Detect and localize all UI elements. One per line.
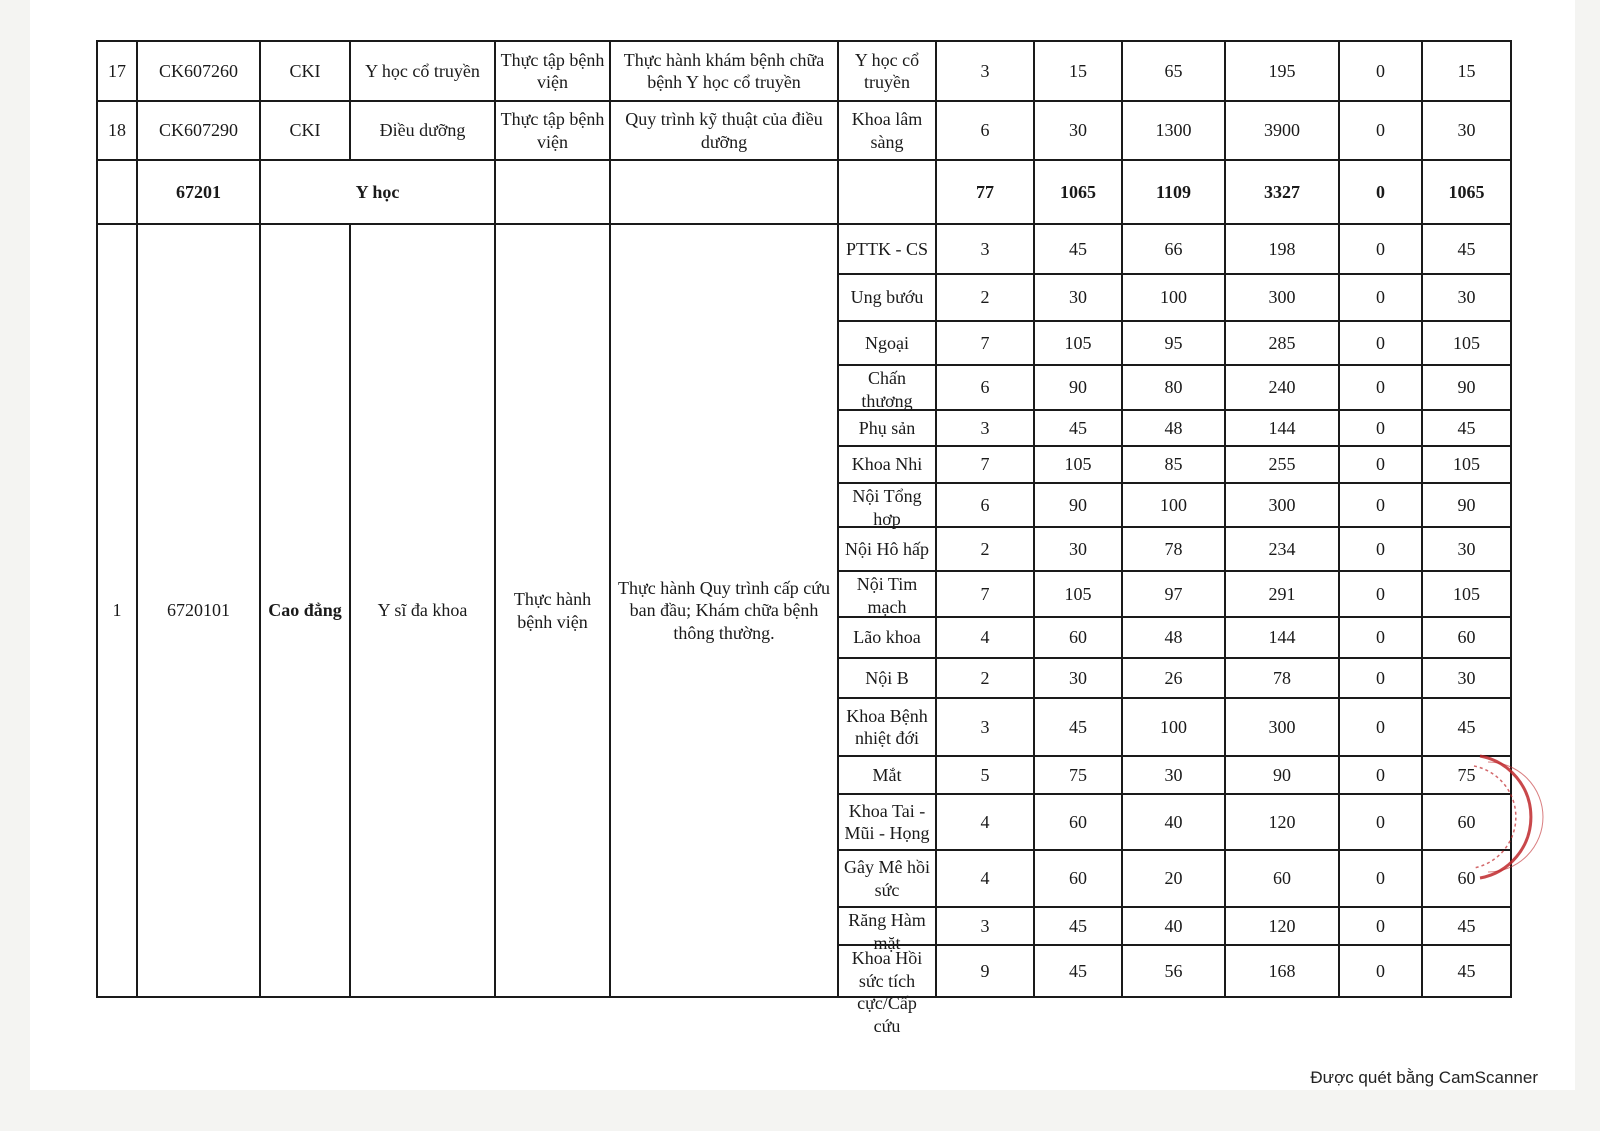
stt-cell: 18 (97, 101, 137, 160)
major-cell: Y học cổ truyền (350, 41, 495, 101)
value-cell: 100 (1122, 274, 1225, 321)
department-cell (838, 365, 936, 410)
value-cell: 1300 (1122, 101, 1225, 160)
value-cell: 7 (936, 446, 1034, 483)
value-cell: 90 (1034, 483, 1122, 527)
value-cell: 0 (1339, 224, 1422, 274)
value-cell: 15 (1422, 41, 1511, 101)
department-cell (838, 483, 936, 527)
scanner-footer: Được quét bằng CamScanner (1310, 1068, 1538, 1087)
value-cell: 85 (1122, 446, 1225, 483)
value-cell: 120 (1225, 794, 1339, 850)
value-cell: 0 (1339, 483, 1422, 527)
value-cell: 0 (1339, 907, 1422, 945)
value-cell: 0 (1339, 446, 1422, 483)
value-cell: 300 (1225, 274, 1339, 321)
value-cell: 0 (1339, 41, 1422, 101)
department-cell: Y học cổ truyền (838, 41, 936, 101)
value-cell: 45 (1034, 698, 1122, 756)
value-cell: 45 (1422, 945, 1511, 997)
block-level-cell: Cao đẳng (260, 224, 350, 997)
code-cell: CK607260 (137, 41, 260, 101)
department-label: Nội Tổng hợp (852, 486, 922, 529)
value-cell: 3 (936, 907, 1034, 945)
training-table (96, 40, 1512, 1036)
value-cell: 6 (936, 483, 1034, 527)
value-cell: 30 (1422, 658, 1511, 698)
value-cell: 60 (1034, 794, 1122, 850)
group-total-row (97, 160, 1511, 224)
total-cell: 1065 (1034, 160, 1122, 224)
value-cell: 198 (1225, 224, 1339, 274)
value-cell: 195 (1225, 41, 1339, 101)
value-cell: 168 (1225, 945, 1339, 997)
value-cell: 3 (936, 410, 1034, 446)
value-cell: 30 (1034, 274, 1122, 321)
department-label: Ngoại (865, 332, 909, 353)
value-cell: 30 (1422, 274, 1511, 321)
department-label: Ung bướu (850, 287, 924, 308)
value-cell: 90 (1422, 365, 1511, 410)
value-cell: 45 (1422, 224, 1511, 274)
block-form-cell: Thực hành bệnh viện (495, 224, 610, 997)
value-cell: 60 (1422, 617, 1511, 658)
department-cell (838, 945, 936, 1036)
value-cell: 40 (1122, 794, 1225, 850)
value-cell: 30 (1034, 101, 1122, 160)
total-cell: 1065 (1422, 160, 1511, 224)
department-cell (838, 571, 936, 617)
value-cell: 255 (1225, 446, 1339, 483)
value-cell: 30 (1034, 527, 1122, 571)
value-cell: 45 (1422, 698, 1511, 756)
value-cell: 0 (1339, 658, 1422, 698)
value-cell: 105 (1422, 321, 1511, 365)
value-cell: 45 (1034, 224, 1122, 274)
value-cell: 45 (1034, 945, 1122, 997)
total-cell: 3327 (1225, 160, 1339, 224)
department-cell (838, 617, 936, 658)
department-cell (838, 907, 936, 953)
value-cell: 45 (1422, 907, 1511, 945)
value-cell: 45 (1034, 410, 1122, 446)
value-cell: 45 (1422, 410, 1511, 446)
department-label: Mắt (872, 764, 902, 785)
group-code-cell: 67201 (137, 160, 260, 224)
block-body (97, 224, 1511, 1036)
value-cell: 90 (1034, 365, 1122, 410)
scanned-page (30, 0, 1575, 1090)
value-cell: 105 (1034, 321, 1122, 365)
value-cell: 30 (1034, 658, 1122, 698)
total-cell: 0 (1339, 160, 1422, 224)
department-cell (838, 698, 936, 756)
value-cell: 0 (1339, 756, 1422, 794)
value-cell: 0 (1339, 274, 1422, 321)
value-cell: 30 (1122, 756, 1225, 794)
department-label: Răng Hàm mặt (848, 910, 926, 953)
value-cell: 30 (1422, 101, 1511, 160)
value-cell: 300 (1225, 483, 1339, 527)
table-row (97, 41, 1511, 101)
value-cell: 0 (1339, 410, 1422, 446)
content-cell: Thực hành khám bệnh chữa bệnh Y học cổ truyền (610, 41, 838, 101)
value-cell: 15 (1034, 41, 1122, 101)
value-cell: 78 (1122, 527, 1225, 571)
value-cell: 0 (1339, 321, 1422, 365)
value-cell: 0 (1339, 945, 1422, 997)
value-cell: 65 (1122, 41, 1225, 101)
value-cell: 97 (1122, 571, 1225, 617)
value-cell: 234 (1225, 527, 1339, 571)
form-cell: Thực tập bệnh viện (495, 41, 610, 101)
value-cell: 100 (1122, 483, 1225, 527)
table-row (97, 224, 1511, 274)
value-cell: 300 (1225, 698, 1339, 756)
value-cell: 6 (936, 365, 1034, 410)
value-cell: 2 (936, 658, 1034, 698)
department-cell (838, 794, 936, 850)
value-cell: 90 (1422, 483, 1511, 527)
value-cell: 78 (1225, 658, 1339, 698)
department-label: Khoa Tai - Mũi - Họng (844, 800, 930, 843)
department-label: Nội Tim mạch (856, 574, 918, 617)
value-cell: 45 (1034, 907, 1122, 945)
form-cell (495, 160, 610, 224)
level-cell: CKI (260, 41, 350, 101)
value-cell: 80 (1122, 365, 1225, 410)
value-cell: 4 (936, 794, 1034, 850)
content-cell: Quy trình kỹ thuật của điều dưỡng (610, 101, 838, 160)
value-cell: 0 (1339, 527, 1422, 571)
value-cell: 291 (1225, 571, 1339, 617)
value-cell: 120 (1225, 907, 1339, 945)
department-label: Phụ sản (858, 417, 916, 438)
block-code-cell: 6720101 (137, 224, 260, 997)
value-cell: 4 (936, 850, 1034, 907)
value-cell: 144 (1225, 617, 1339, 658)
value-cell: 26 (1122, 658, 1225, 698)
stt-cell: 17 (97, 41, 137, 101)
value-cell: 60 (1034, 850, 1122, 907)
department-cell (838, 410, 936, 446)
value-cell: 3900 (1225, 101, 1339, 160)
content-cell (610, 160, 838, 224)
value-cell: 90 (1225, 756, 1339, 794)
value-cell: 66 (1122, 224, 1225, 274)
department-label: Lão khoa (853, 627, 921, 648)
department-cell (838, 446, 936, 483)
value-cell: 60 (1422, 850, 1511, 907)
value-cell: 2 (936, 274, 1034, 321)
value-cell: 75 (1422, 756, 1511, 794)
value-cell: 60 (1225, 850, 1339, 907)
value-cell: 30 (1422, 527, 1511, 571)
value-cell: 9 (936, 945, 1034, 997)
department-cell (838, 527, 936, 571)
value-cell: 5 (936, 756, 1034, 794)
level-cell: CKI (260, 101, 350, 160)
value-cell: 100 (1122, 698, 1225, 756)
department-cell: Khoa lâm sàng (838, 101, 936, 160)
value-cell: 0 (1339, 365, 1422, 410)
value-cell: 95 (1122, 321, 1225, 365)
value-cell: 0 (1339, 101, 1422, 160)
department-cell (838, 274, 936, 321)
major-cell: Điều dưỡng (350, 101, 495, 160)
value-cell: 56 (1122, 945, 1225, 997)
value-cell: 105 (1422, 571, 1511, 617)
value-cell: 7 (936, 571, 1034, 617)
value-cell: 2 (936, 527, 1034, 571)
department-label: Khoa Nhi (851, 454, 923, 475)
total-cell: 77 (936, 160, 1034, 224)
value-cell: 105 (1422, 446, 1511, 483)
department-label: Nội Hô hấp (845, 538, 929, 559)
value-cell: 6 (936, 101, 1034, 160)
value-cell: 4 (936, 617, 1034, 658)
group-name-cell: Y học (260, 160, 495, 224)
value-cell: 3 (936, 224, 1034, 274)
value-cell: 0 (1339, 794, 1422, 850)
department-label: Nội B (865, 667, 909, 688)
code-cell: CK607290 (137, 101, 260, 160)
department-cell (838, 850, 936, 907)
department-label: Chấn thương (861, 368, 913, 411)
block-major-cell: Y sĩ đa khoa (350, 224, 495, 997)
department-label: Khoa Hồi sức tích cực/Cấp cứu (851, 948, 923, 1036)
department-cell (838, 756, 936, 794)
value-cell: 3 (936, 41, 1034, 101)
value-cell: 0 (1339, 571, 1422, 617)
department-cell (838, 160, 936, 224)
value-cell: 0 (1339, 617, 1422, 658)
block-stt-cell: 1 (97, 224, 137, 997)
value-cell: 60 (1034, 617, 1122, 658)
value-cell: 3 (936, 698, 1034, 756)
value-cell: 20 (1122, 850, 1225, 907)
value-cell: 60 (1422, 794, 1511, 850)
value-cell: 48 (1122, 410, 1225, 446)
value-cell: 105 (1034, 571, 1122, 617)
department-cell (838, 321, 936, 365)
value-cell: 40 (1122, 907, 1225, 945)
department-cell (838, 224, 936, 274)
value-cell: 105 (1034, 446, 1122, 483)
value-cell: 144 (1225, 410, 1339, 446)
value-cell: 285 (1225, 321, 1339, 365)
value-cell: 0 (1339, 850, 1422, 907)
department-label: Gây Mê hồi sức (844, 857, 930, 900)
form-cell: Thực tập bệnh viện (495, 101, 610, 160)
stt-cell (97, 160, 137, 224)
department-label: Khoa Bệnh nhiệt đới (846, 705, 928, 748)
block-content-cell: Thực hành Quy trình cấp cứu ban đầu; Khám chữa bệnh thông thường. (610, 224, 838, 997)
value-cell: 75 (1034, 756, 1122, 794)
total-cell: 1109 (1122, 160, 1225, 224)
value-cell: 0 (1339, 698, 1422, 756)
red-seal-stamp (1472, 752, 1540, 882)
department-cell (838, 658, 936, 698)
value-cell: 7 (936, 321, 1034, 365)
department-label: PTTK - CS (845, 238, 928, 259)
value-cell: 240 (1225, 365, 1339, 410)
value-cell: 48 (1122, 617, 1225, 658)
table-row (97, 101, 1511, 160)
